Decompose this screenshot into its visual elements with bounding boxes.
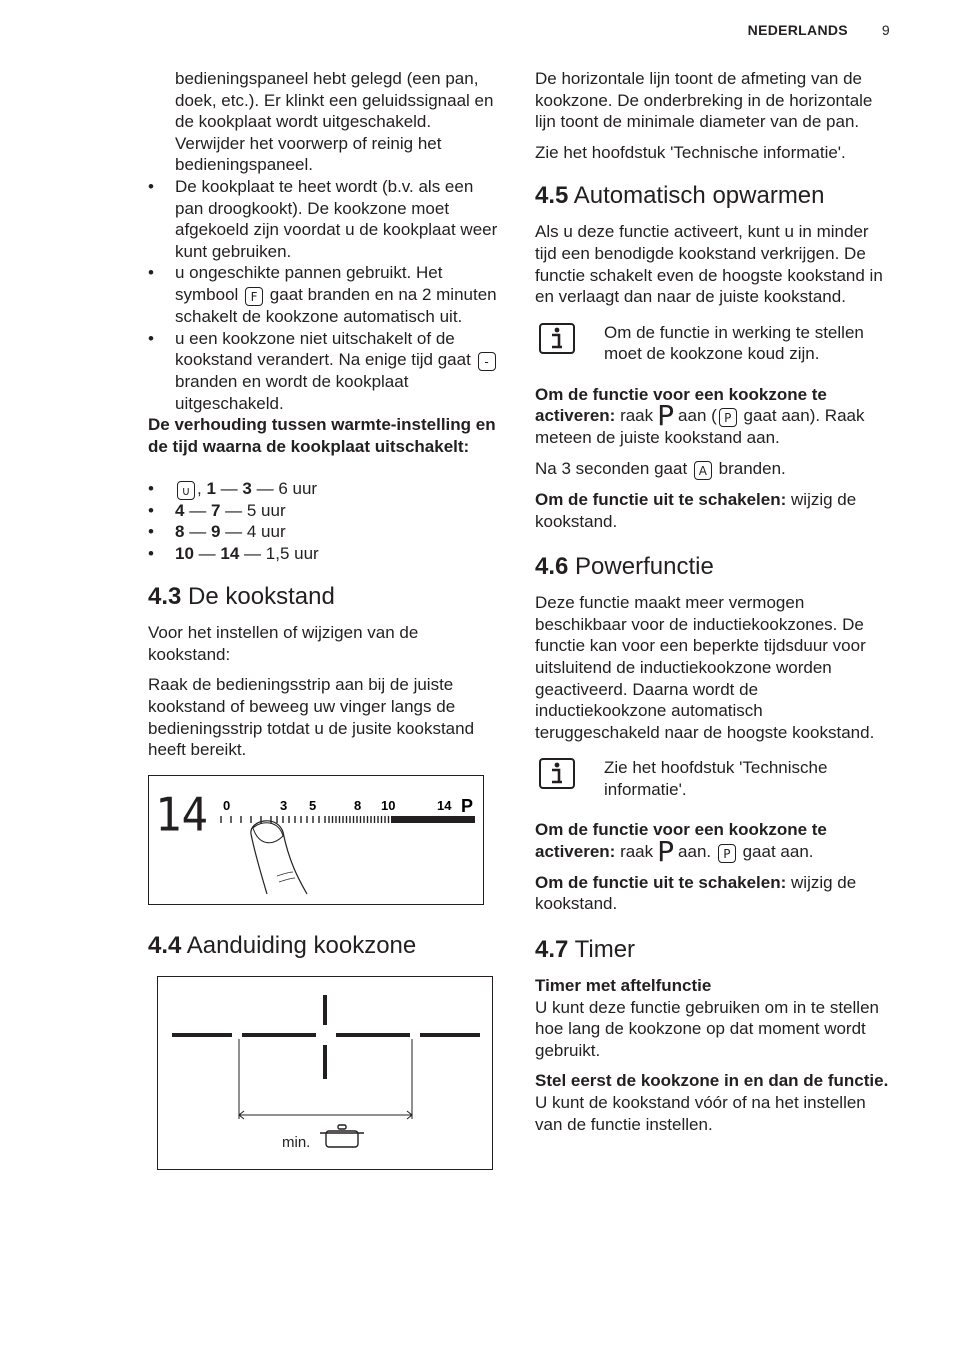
text: aan (	[678, 406, 717, 426]
text: wijzig de kookstand.	[535, 872, 857, 914]
bold-lead: Stel eerst de kookzone in en dan de functie.	[535, 1071, 889, 1091]
text: U kunt deze functie gebruiken om in te stellen hoe lang de kookzone op dat moment wordt gebruikt.	[535, 997, 879, 1060]
setting-dash: —	[220, 478, 238, 498]
settings-row	[148, 543, 504, 565]
keep-warm-icon: ∪	[177, 481, 195, 500]
finger-icon	[251, 821, 307, 894]
note-text: Zie het hoofdstuk 'Technische informatie'.	[604, 758, 828, 799]
setting-to: 14	[220, 543, 240, 563]
finger-crease	[277, 872, 295, 882]
bold-lead: Om de functie uit te schakelen:	[535, 489, 787, 509]
paragraph: Zie het hoofdstuk 'Technische informatie'.	[535, 142, 846, 162]
list-item	[148, 328, 504, 415]
scale-label: 5	[309, 797, 317, 813]
section-title: Aanduiding kookzone	[186, 931, 417, 959]
list-item-text: u ongeschikte pannen gebruikt. Het symbool	[175, 263, 443, 304]
scale-label: 14	[437, 797, 452, 813]
text: raak	[620, 406, 654, 426]
shutdown-conditions-list	[148, 176, 504, 414]
section-title: Powerfunctie	[575, 553, 714, 581]
setting-to: 7	[210, 500, 221, 520]
setting-dash: —	[198, 543, 216, 563]
paragraph	[535, 384, 891, 449]
p-symbol-icon: P	[718, 844, 736, 863]
section-heading-4-3	[148, 582, 504, 612]
power-p-icon: P	[657, 834, 675, 868]
section-heading-4-4	[148, 931, 504, 961]
page-number: 9	[881, 22, 890, 38]
language-label: NEDERLANDS	[747, 22, 848, 38]
setting-from: 8	[175, 522, 185, 542]
minus-symbol-icon: -	[478, 352, 496, 371]
scale-label: 3	[280, 797, 288, 813]
scale-ticks	[221, 816, 389, 823]
right-column	[535, 68, 891, 1144]
text: U kunt de kookstand vóór of na het instellen van de functie instellen.	[535, 1093, 866, 1134]
pan-icon	[320, 1125, 364, 1147]
text: aan.	[678, 841, 712, 861]
p-symbol-icon: P	[719, 408, 737, 427]
info-note	[535, 757, 891, 809]
paragraph	[535, 975, 891, 1061]
section-title: De kookstand	[188, 583, 335, 611]
list-item-text: gaat branden en na 2 minuten schakelt de kookzone automatisch uit.	[175, 284, 497, 326]
list-item	[148, 176, 504, 262]
subheading: Timer met aftelfunctie	[535, 976, 712, 996]
control-strip-illustration	[149, 776, 483, 904]
bullet-continuation: bedieningspaneel hebt gelegd (een pan, doek, etc.). Er klinkt een geluidssignaal en de kookplaat wordt uitgeschakeld. Verwijder het voorwerp of reinig het bedieningspaneel.	[175, 69, 494, 175]
note-text: Om de functie in werking te stellen moet de kookzone koud zijn.	[604, 322, 864, 364]
section-heading-4-5	[535, 181, 891, 211]
paragraph: De horizontale lijn toont de afmeting van de kookzone. De onderbreking in de horizontale lijn toont de minimale diameter van de pan.	[535, 69, 873, 132]
section-title: Automatisch opwarmen	[573, 182, 825, 210]
settings-time-list	[148, 478, 504, 565]
paragraph	[535, 819, 891, 868]
setting-dash: —	[189, 500, 207, 520]
section-number: 4.5	[535, 182, 569, 210]
setting-dash: —	[189, 522, 207, 542]
scale-label: 0	[223, 797, 231, 813]
scale-label: 10	[381, 797, 396, 813]
paragraph: Als u deze functie activeert, kunt u in minder tijd een benodigde kookstand verkrijgen. De functie schakelt even de hoogste kookstand in en verlaagt dan naar de juiste kookstand.	[535, 222, 883, 307]
text: Na 3 seconden gaat	[535, 458, 688, 478]
list-item	[148, 262, 504, 327]
zone-indicator-illustration	[158, 977, 492, 1169]
page-header	[748, 22, 890, 38]
text: gaat aan.	[742, 841, 814, 861]
section-number: 4.4	[148, 931, 182, 959]
setting-time: — 5 uur	[225, 500, 286, 520]
setting-time: — 6 uur	[256, 478, 318, 498]
setting-from: 4	[175, 500, 185, 520]
list-item-text: branden en wordt de kookplaat uitgeschakeld.	[175, 372, 409, 413]
zone-indicator-figure	[157, 976, 493, 1170]
paragraph: Deze functie maakt meer vermogen beschikbaar voor de inductiekookzones. De functie kan voor een beperkte tijdsduur voor uitsluitend de inductiekookzone worden geactiveerd. Daarna wordt de inductiekookzone automatisch teruggeschakeld naar de hoogste kookstand.	[535, 593, 875, 742]
section-title: Timer	[574, 936, 636, 964]
paragraph	[535, 1070, 891, 1135]
control-strip-figure	[148, 775, 484, 905]
scale-label: 8	[354, 797, 362, 813]
settings-row: • ∪ , 1 — 3 — 6 uur	[148, 478, 504, 500]
setting-time: — 1,5 uur	[244, 543, 319, 563]
section-heading-4-6	[535, 552, 891, 582]
paragraph	[535, 458, 891, 480]
scale-bar	[391, 816, 475, 823]
setting-to: 3	[242, 478, 252, 498]
settings-row	[148, 521, 504, 543]
text: gaat aan). Raak meteen de juiste kookstand aan.	[535, 406, 865, 448]
info-note	[535, 322, 891, 374]
section-number: 4.7	[535, 936, 569, 964]
setting-from: 1	[206, 478, 216, 498]
setting-to: 9	[210, 522, 221, 542]
paragraph: Voor het instellen of wijzigen van de kookstand:	[148, 623, 419, 664]
power-p-label: P	[461, 795, 474, 816]
bold-lead: Om de functie uit te schakelen:	[535, 872, 787, 892]
text: branden.	[718, 458, 786, 478]
paragraph	[535, 489, 891, 532]
f-symbol-icon: F	[245, 287, 263, 306]
bold-lead: Om de functie voor een kookzone te activeren:	[535, 820, 827, 861]
paragraph: Raak de bedieningsstrip aan bij de juiste kookstand of beweeg uw vinger langs de bedieningsstrip totdat u de jusite kookstand heeft bereikt.	[148, 675, 475, 760]
list-item-text: De kookplaat te heet wordt (b.v. als een pan droogkookt). De kookzone moet afgekoeld zijn voordat u de kookplaat weer kunt gebruiken.	[175, 176, 498, 261]
zone-size-line	[172, 995, 480, 1079]
info-icon	[539, 758, 575, 789]
power-p-icon: P	[657, 399, 675, 433]
setting-time: — 4 uur	[225, 522, 286, 542]
section-number: 4.6	[535, 553, 569, 581]
min-label: min.	[282, 1133, 311, 1151]
setting-from: 10	[175, 543, 194, 563]
bold-lead: Om de functie voor een kookzone te activeren:	[535, 384, 827, 426]
text: raak	[620, 841, 654, 861]
info-icon	[539, 323, 575, 354]
text: wijzig de kookstand.	[535, 489, 857, 531]
section-heading-4-7	[535, 935, 891, 965]
left-column	[148, 68, 504, 1170]
settings-row	[148, 500, 504, 522]
a-symbol-icon: A	[694, 461, 712, 480]
paragraph	[535, 872, 891, 915]
display-digits: 14	[155, 787, 208, 842]
section-number: 4.3	[148, 583, 182, 611]
relation-heading: De verhouding tussen warmte-instelling en de tijd waarna de kookplaat uitschakelt:	[148, 415, 496, 456]
list-item-text: u een kookzone niet uitschakelt of de kookstand verandert. Na enige tijd gaat	[175, 328, 471, 370]
